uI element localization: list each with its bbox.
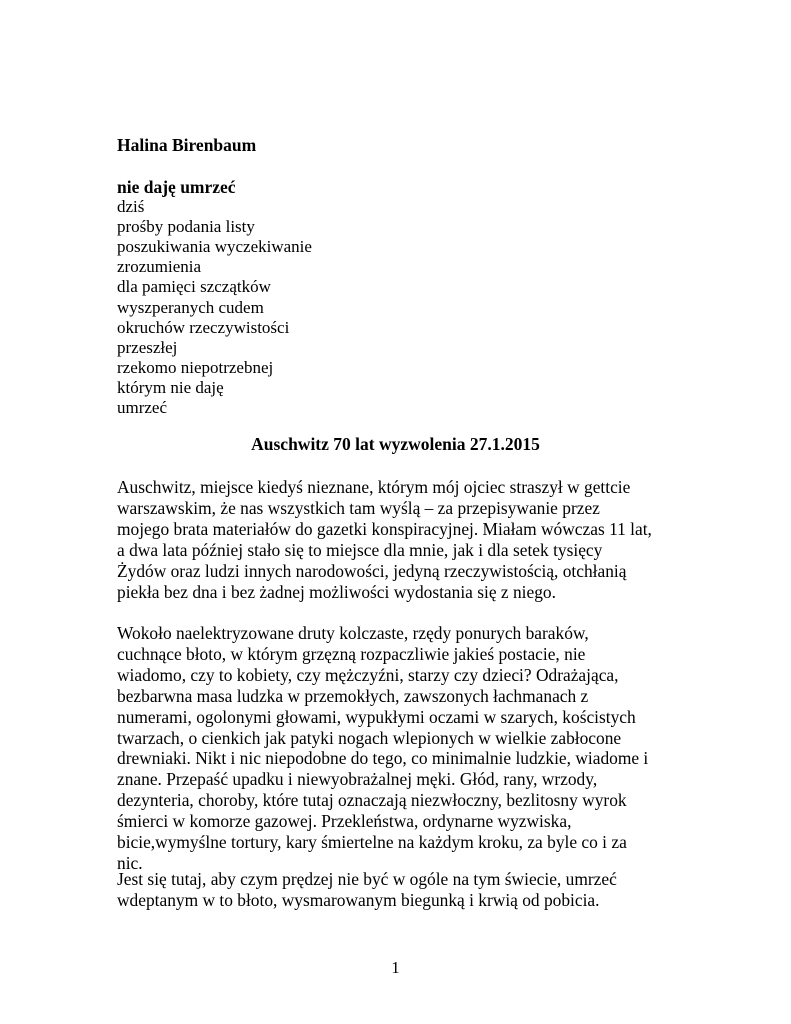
paragraph-line: nic.: [117, 852, 143, 873]
paragraph-line: dezynteria, choroby, które tutaj oznaczają niezwłoczny, bezlitosny wyrok: [117, 790, 627, 811]
author-name: Halina Birenbaum: [117, 135, 257, 155]
poem-line: dla pamięci szczątków: [117, 277, 271, 297]
paragraph-line: bicie,wymyślne tortury, kary śmiertelne na każdym kroku, za byle co i za: [117, 832, 627, 853]
paragraph-line: warszawskim, że nas wszystkich tam wyślą – za przepisywanie przez: [117, 497, 600, 518]
paragraph-2: [117, 623, 648, 874]
poem-line: okruchów rzeczywistości: [117, 317, 290, 337]
page-number: 1: [391, 958, 400, 977]
poem: [117, 177, 617, 418]
paragraph-line: Żydów oraz ludzi innych narodowości, jedyną rzeczywistością, otchłanią: [117, 560, 627, 581]
paragraph-line: wiadomo, czy to kobiety, czy mężczyźni, starzy czy dzieci? Odrażająca,: [117, 664, 619, 685]
poem-line: umrzeć: [117, 398, 168, 418]
paragraph-line: znane. Przepaść upadku i niewyobrażalnej męki. Głód, rany, wrzody,: [117, 769, 598, 790]
poem-line: zrozumienia: [117, 257, 202, 277]
paragraph-line: drewniaki. Nikt i nic niepodobne do tego, co minimalnie ludzkie, wiadome i: [117, 748, 649, 769]
paragraph-line: śmierci w komorze gazowej. Przekleństwa, ordynarne wyzwiska,: [117, 811, 572, 832]
paragraph-3: [117, 869, 617, 911]
paragraph-line: piekła bez dna i bez żadnej możliwości wydostania się z niego.: [117, 581, 556, 602]
poem-line: dziś: [117, 197, 145, 217]
paragraph-line: Auschwitz, miejsce kiedyś nieznane, którym mój ojciec straszył w gettcie: [117, 477, 631, 497]
poem-line: poszukiwania wyczekiwanie: [117, 237, 312, 257]
paragraph-line: a dwa lata później stało się to miejsce dla mnie, jak i dla setek tysięcy: [117, 539, 603, 560]
paragraph-line: mojego brata materiałów do gazetki konspiracyjnej. Miałam wówczas 11 lat,: [117, 518, 652, 539]
paragraph-line: numerami, ogolonymi głowami, wypukłymi oczami w szarych, kościstych: [117, 706, 636, 727]
poem-title: nie daję umrzeć: [117, 177, 236, 197]
paragraph-line: Jest się tutaj, aby czym prędzej nie być w ogóle na tym świecie, umrzeć: [117, 869, 617, 889]
paragraph-line: wdeptanym w to błoto, wysmarowanym biegunką i krwią od pobicia.: [117, 889, 600, 910]
paragraph-1: [117, 477, 652, 602]
poem-line: przeszłej: [117, 337, 178, 357]
paragraph-line: cuchnące błoto, w którym grzęzną rozpaczliwie jakieś postacie, nie: [117, 643, 586, 664]
poem-line: rzekomo niepotrzebnej: [117, 357, 274, 377]
paragraph-line: twarzach, o cienkich jak patyki nogach wlepionych w wielkie zabłocone: [117, 727, 622, 748]
poem-line: wyszperanych cudem: [117, 297, 264, 317]
section-heading: Auschwitz 70 lat wyzwolenia 27.1.2015: [251, 434, 540, 454]
poem-line: którym nie daję: [117, 377, 224, 397]
paragraph-line: bezbarwna masa ludzka w przemokłych, zawszonych łachmanach z: [117, 685, 589, 706]
paragraph-line: Wokoło naelektryzowane druty kolczaste, rzędy ponurych baraków,: [117, 623, 589, 643]
poem-line: prośby podania listy: [117, 217, 255, 237]
